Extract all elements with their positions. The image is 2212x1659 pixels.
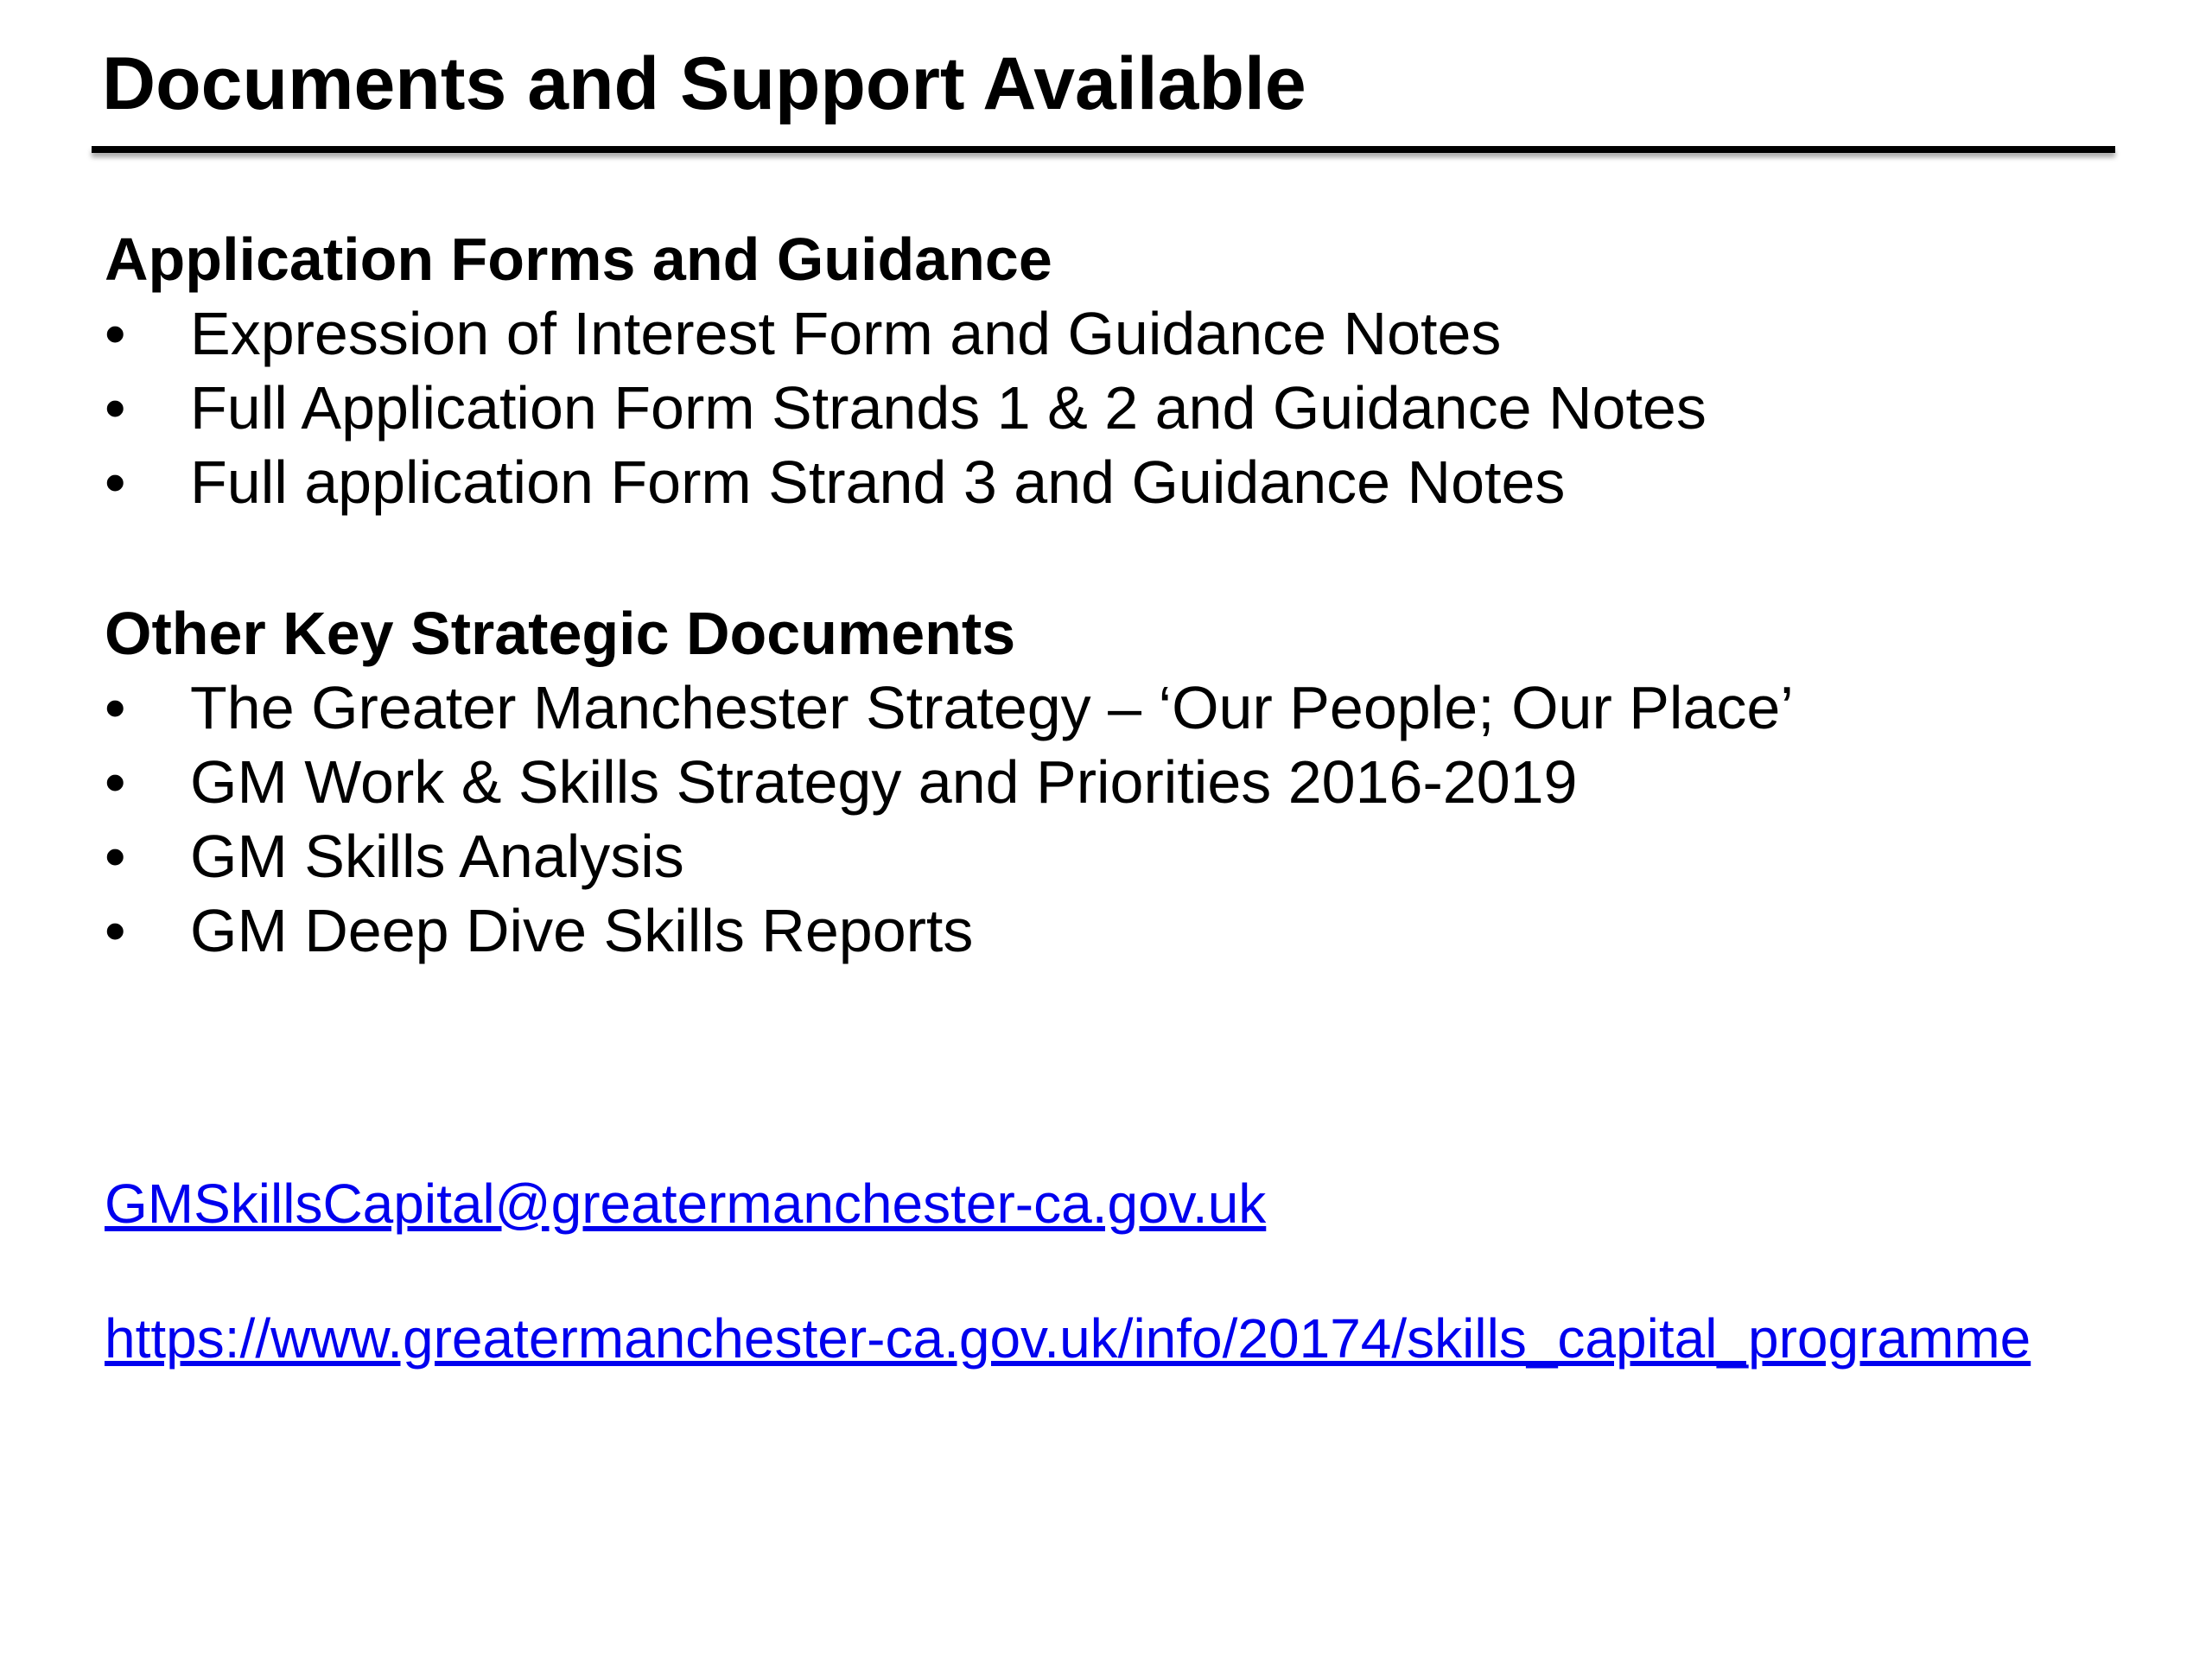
bullet-icon: • — [105, 448, 126, 516]
bullet-icon: • — [105, 897, 126, 964]
list-item-text: Full application Form Strand 3 and Guidance Notes — [190, 448, 1566, 516]
list-item-text: GM Deep Dive Skills Reports — [190, 897, 974, 964]
list-item — [105, 893, 1794, 968]
list-item-text: GM Work & Skills Strategy and Priorities 2016-2019 — [190, 748, 1578, 816]
strategic-documents-list — [105, 671, 1794, 968]
page-title: Documents and Support Available — [102, 42, 1306, 125]
section-heading-strategic-documents: Other Key Strategic Documents — [105, 600, 1016, 667]
application-forms-list — [105, 296, 1707, 519]
list-item — [105, 671, 1794, 745]
section-heading-application-forms: Application Forms and Guidance — [105, 226, 1052, 293]
bullet-icon: • — [105, 748, 126, 816]
list-item — [105, 745, 1794, 819]
bullet-icon: • — [105, 374, 126, 442]
section-strategic-documents — [105, 596, 1794, 968]
bullet-icon: • — [105, 823, 126, 890]
email-link[interactable]: GMSkillsCapital@greatermanchester-ca.gov.uk — [105, 1173, 1267, 1235]
list-item-text: The Greater Manchester Strategy – ‘Our People; Our Place’ — [190, 674, 1794, 741]
list-item — [105, 445, 1707, 519]
list-item-text: Expression of Interest Form and Guidance Notes — [190, 300, 1502, 367]
bullet-icon: • — [105, 300, 126, 367]
section-application-forms — [105, 222, 1707, 519]
bullet-icon: • — [105, 674, 126, 741]
list-item — [105, 296, 1707, 371]
list-item-text: Full Application Form Strands 1 & 2 and Guidance Notes — [190, 374, 1707, 442]
website-link[interactable]: https://www.greatermanchester-ca.gov.uk/info/20174/skills_capital_programme — [105, 1307, 2031, 1370]
title-divider — [92, 146, 2115, 153]
list-item-text: GM Skills Analysis — [190, 823, 684, 890]
list-item — [105, 819, 1794, 893]
list-item — [105, 371, 1707, 445]
